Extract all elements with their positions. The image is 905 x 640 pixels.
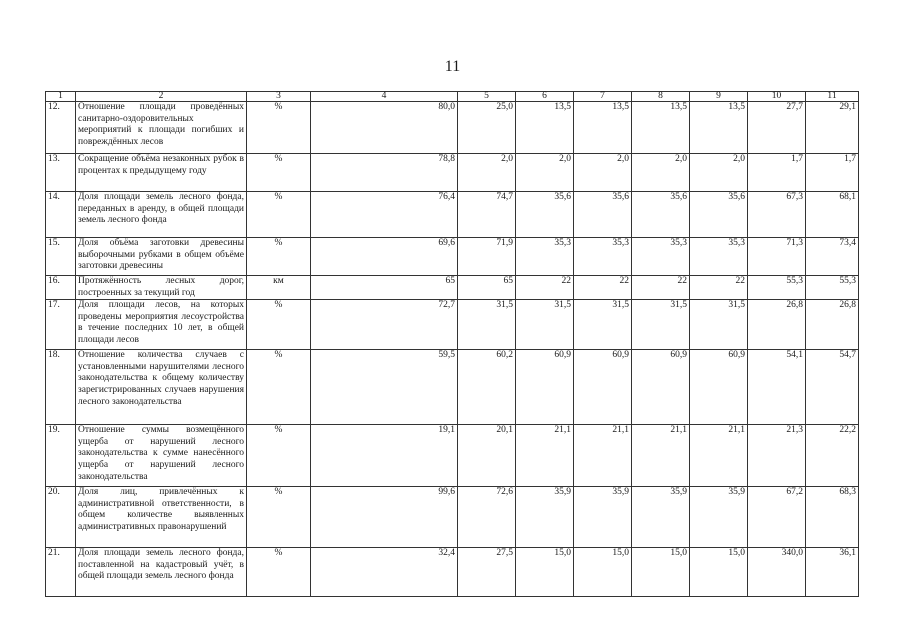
value-cell: 29,1 xyxy=(806,102,859,154)
value-cell: 22 xyxy=(632,276,690,300)
value-cell: 55,3 xyxy=(806,276,859,300)
value-cell: 36,1 xyxy=(806,548,859,597)
value-cell: 35,9 xyxy=(516,487,574,548)
row-number-cell: 18. xyxy=(46,350,76,425)
column-number-cell: 3 xyxy=(247,92,311,102)
value-cell: 35,6 xyxy=(632,192,690,238)
value-cell: 2,0 xyxy=(632,154,690,192)
table-row xyxy=(46,238,859,276)
unit-cell: % xyxy=(247,425,311,487)
table-row xyxy=(46,350,859,425)
value-cell: 74,7 xyxy=(458,192,516,238)
value-cell: 20,1 xyxy=(458,425,516,487)
value-cell: 31,5 xyxy=(690,300,748,350)
value-cell: 80,0 xyxy=(311,102,458,154)
value-cell: 13,5 xyxy=(516,102,574,154)
column-number-cell: 5 xyxy=(458,92,516,102)
value-cell: 21,1 xyxy=(516,425,574,487)
indicator-name-cell: Доля площади лесов, на которых проведены мероприятия лесоустройства в течение последних 10 лет, в общей площади лесов xyxy=(76,300,247,350)
value-cell: 31,5 xyxy=(574,300,632,350)
column-number-cell: 4 xyxy=(311,92,458,102)
value-cell: 26,8 xyxy=(748,300,806,350)
value-cell: 35,9 xyxy=(632,487,690,548)
indicators-table xyxy=(45,91,859,597)
value-cell: 27,5 xyxy=(458,548,516,597)
value-cell: 59,5 xyxy=(311,350,458,425)
unit-cell: % xyxy=(247,154,311,192)
row-number-cell: 16. xyxy=(46,276,76,300)
value-cell: 27,7 xyxy=(748,102,806,154)
value-cell: 78,8 xyxy=(311,154,458,192)
indicator-name-cell: Отношение суммы возмещённого ущерба от нарушений лесного законодательства к сумме нанесённого ущерба от нарушений лесного законодательства xyxy=(76,425,247,487)
value-cell: 67,3 xyxy=(748,192,806,238)
value-cell: 35,9 xyxy=(690,487,748,548)
value-cell: 21,1 xyxy=(574,425,632,487)
value-cell: 21,1 xyxy=(690,425,748,487)
value-cell: 54,1 xyxy=(748,350,806,425)
value-cell: 54,7 xyxy=(806,350,859,425)
value-cell: 60,9 xyxy=(632,350,690,425)
unit-cell: % xyxy=(247,548,311,597)
table-row xyxy=(46,154,859,192)
value-cell: 35,9 xyxy=(574,487,632,548)
value-cell: 35,3 xyxy=(632,238,690,276)
unit-cell: % xyxy=(247,487,311,548)
column-number-row xyxy=(46,92,859,102)
column-number-cell: 10 xyxy=(748,92,806,102)
column-number-cell: 11 xyxy=(806,92,859,102)
value-cell: 31,5 xyxy=(632,300,690,350)
value-cell: 15,0 xyxy=(632,548,690,597)
table-row xyxy=(46,487,859,548)
indicator-name-cell: Доля площади земель лесного фонда, переданных в аренду, в общей площади земель лесного фонда xyxy=(76,192,247,238)
value-cell: 35,6 xyxy=(690,192,748,238)
value-cell: 22 xyxy=(690,276,748,300)
column-number-cell: 2 xyxy=(76,92,247,102)
value-cell: 22,2 xyxy=(806,425,859,487)
value-cell: 2,0 xyxy=(690,154,748,192)
unit-cell: % xyxy=(247,300,311,350)
value-cell: 31,5 xyxy=(516,300,574,350)
value-cell: 35,3 xyxy=(574,238,632,276)
value-cell: 67,2 xyxy=(748,487,806,548)
value-cell: 60,9 xyxy=(690,350,748,425)
value-cell: 35,6 xyxy=(574,192,632,238)
value-cell: 13,5 xyxy=(574,102,632,154)
unit-cell: км xyxy=(247,276,311,300)
value-cell: 65 xyxy=(311,276,458,300)
unit-cell: % xyxy=(247,350,311,425)
table-row xyxy=(46,300,859,350)
value-cell: 15,0 xyxy=(516,548,574,597)
row-number-cell: 17. xyxy=(46,300,76,350)
value-cell: 25,0 xyxy=(458,102,516,154)
value-cell: 69,6 xyxy=(311,238,458,276)
table-body xyxy=(46,92,859,597)
row-number-cell: 19. xyxy=(46,425,76,487)
table-row xyxy=(46,548,859,597)
column-number-cell: 6 xyxy=(516,92,574,102)
value-cell: 13,5 xyxy=(632,102,690,154)
value-cell: 55,3 xyxy=(748,276,806,300)
value-cell: 71,9 xyxy=(458,238,516,276)
value-cell: 65 xyxy=(458,276,516,300)
value-cell: 68,1 xyxy=(806,192,859,238)
value-cell: 340,0 xyxy=(748,548,806,597)
indicator-name-cell: Доля лиц, привлечённых к административной ответственности, в общем количестве выявленных административных правонарушений xyxy=(76,487,247,548)
table-row xyxy=(46,425,859,487)
value-cell: 60,9 xyxy=(574,350,632,425)
value-cell: 60,2 xyxy=(458,350,516,425)
value-cell: 2,0 xyxy=(458,154,516,192)
value-cell: 71,3 xyxy=(748,238,806,276)
value-cell: 19,1 xyxy=(311,425,458,487)
value-cell: 1,7 xyxy=(806,154,859,192)
value-cell: 72,6 xyxy=(458,487,516,548)
indicator-name-cell: Отношение количества случаев с установленными нарушителями лесного законодательства к общему количеству зарегистрированных случаев нарушения лесного законодательства xyxy=(76,350,247,425)
column-number-cell: 8 xyxy=(632,92,690,102)
page-number: 11 xyxy=(444,58,461,75)
table-row xyxy=(46,276,859,300)
indicator-name-cell: Доля площади земель лесного фонда, поставленной на кадастровый учёт, в общей площади земель лесного фонда xyxy=(76,548,247,597)
unit-cell: % xyxy=(247,102,311,154)
value-cell: 73,4 xyxy=(806,238,859,276)
indicator-name-cell: Отношение площади проведённых санитарно-оздоровительных мероприятий к площади погибших и повреждённых лесов xyxy=(76,102,247,154)
row-number-cell: 21. xyxy=(46,548,76,597)
row-number-cell: 15. xyxy=(46,238,76,276)
unit-cell: % xyxy=(247,192,311,238)
value-cell: 13,5 xyxy=(690,102,748,154)
value-cell: 1,7 xyxy=(748,154,806,192)
value-cell: 60,9 xyxy=(516,350,574,425)
value-cell: 35,3 xyxy=(516,238,574,276)
value-cell: 31,5 xyxy=(458,300,516,350)
column-number-cell: 9 xyxy=(690,92,748,102)
indicator-name-cell: Протяжённость лесных дорог, построенных за текущий год xyxy=(76,276,247,300)
row-number-cell: 12. xyxy=(46,102,76,154)
column-number-cell: 7 xyxy=(574,92,632,102)
value-cell: 35,6 xyxy=(516,192,574,238)
value-cell: 72,7 xyxy=(311,300,458,350)
row-number-cell: 20. xyxy=(46,487,76,548)
value-cell: 26,8 xyxy=(806,300,859,350)
table-row xyxy=(46,102,859,154)
value-cell: 2,0 xyxy=(574,154,632,192)
value-cell: 35,3 xyxy=(690,238,748,276)
value-cell: 15,0 xyxy=(690,548,748,597)
value-cell: 22 xyxy=(516,276,574,300)
value-cell: 76,4 xyxy=(311,192,458,238)
column-number-cell: 1 xyxy=(46,92,76,102)
value-cell: 21,3 xyxy=(748,425,806,487)
value-cell: 15,0 xyxy=(574,548,632,597)
row-number-cell: 13. xyxy=(46,154,76,192)
row-number-cell: 14. xyxy=(46,192,76,238)
value-cell: 32,4 xyxy=(311,548,458,597)
value-cell: 22 xyxy=(574,276,632,300)
unit-cell: % xyxy=(247,238,311,276)
value-cell: 21,1 xyxy=(632,425,690,487)
value-cell: 99,6 xyxy=(311,487,458,548)
indicator-name-cell: Доля объёма заготовки древесины выборочными рубками в общем объёме заготовки древесины xyxy=(76,238,247,276)
value-cell: 2,0 xyxy=(516,154,574,192)
indicator-name-cell: Сокращение объёма незаконных рубок в процентах к предыдущему году xyxy=(76,154,247,192)
table-row xyxy=(46,192,859,238)
value-cell: 68,3 xyxy=(806,487,859,548)
